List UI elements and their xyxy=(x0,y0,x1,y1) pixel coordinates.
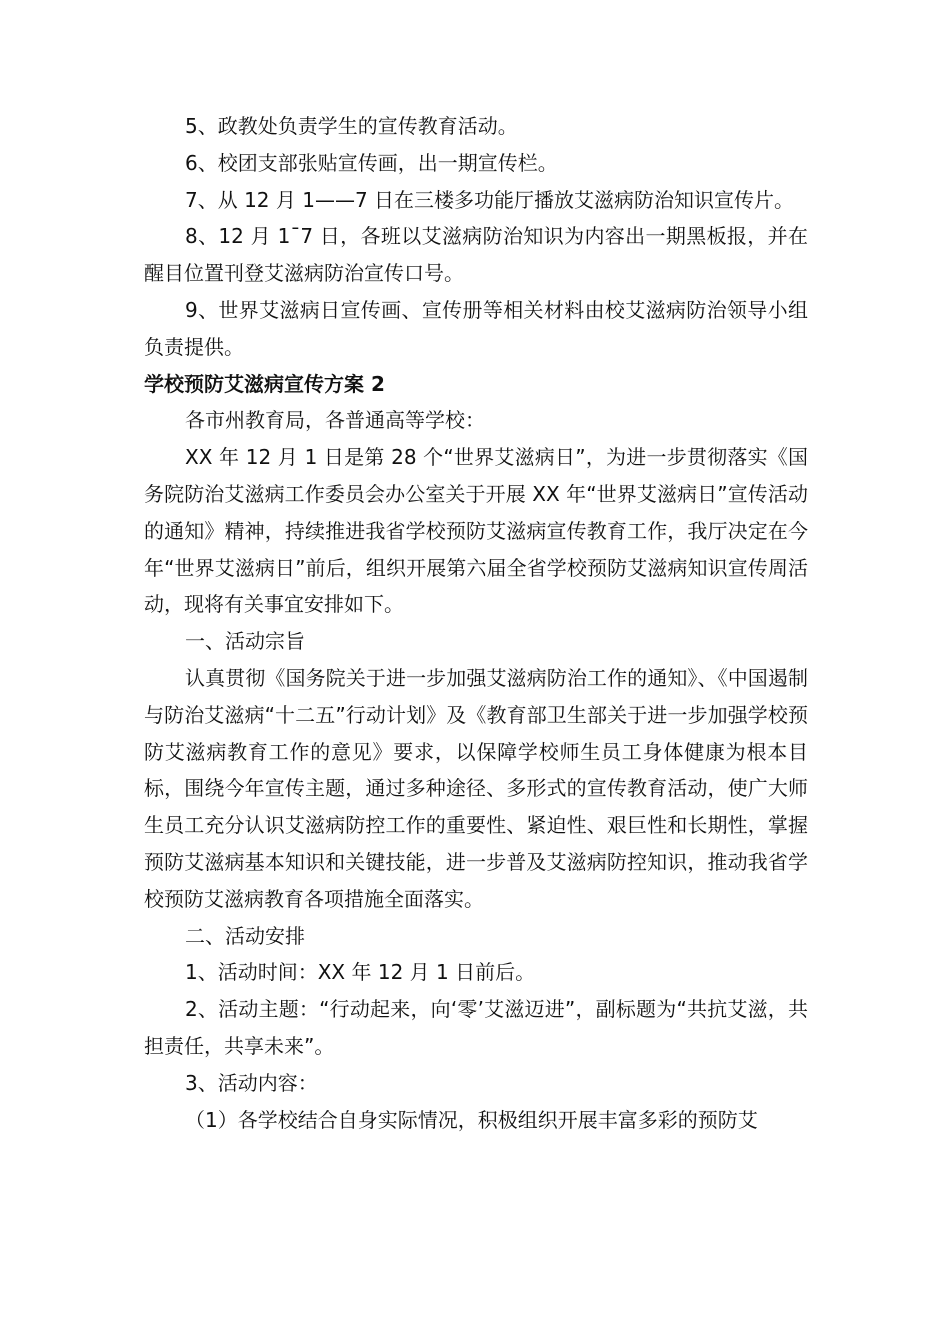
section-heading: 学校预防艾滋病宣传方案 2 xyxy=(144,371,385,396)
salutation: 各市州教育局，各普通高等学校： xyxy=(185,408,485,433)
paragraph-item-9: 9、世界艾滋病日宣传画、宣传册等相关材料由校艾滋病防治领导小组负责提供。 xyxy=(144,297,808,359)
document-body xyxy=(144,108,808,1138)
purpose-paragraph: 认真贯彻《国务院关于进一步加强艾滋病防治工作的通知》、《中国遏制与防治艾滋病“十二五”行动计划》及《教育部卫生部关于进一步加强学校预防艾滋病教育工作的意见》要求，以保障学校师生员工身体健康为根本目标，围绕今年宣传主题，通过多种途径、多形式的宣传教育活动，使广大师生员工充分认识艾滋病防控工作的重要性、紧迫性、艰巨性和长期性，掌握预防艾滋病基本知识和关键技能，进一步普及艾滋病防控知识，推动我省学校预防艾滋病教育各项措施全面落实。 xyxy=(144,665,808,911)
paragraph-item-8: 8、12 月 1¯7 日，各班以艾滋病防治知识为内容出一期黑板报，并在醒目位置刊登艾滋病防治宣传口号。 xyxy=(144,224,808,286)
intro-paragraph: XX 年 12 月 1 日是第 28 个“世界艾滋病日”，为进一步贯彻落实《国务院防治艾滋病工作委员会办公室关于开展 XX 年“世界艾滋病日”宣传活动的通知》精神，持续推进我省学校预防艾滋病宣传教育工作，我厅决定在今年“世界艾滋病日”前后，组织开展第六届全省学校预防艾滋病知识宣传周活动，现将有关事宜安排如下。 xyxy=(144,445,808,617)
arrangement-time: 1、活动时间：XX 年 12 月 1 日前后。 xyxy=(185,960,536,985)
subheading-arrangement: 二、活动安排 xyxy=(185,923,305,948)
arrangement-theme: 2、活动主题：“行动起来，向‘零’艾滋迈进”，副标题为“共抗艾滋，共担责任，共享未来”。 xyxy=(144,997,808,1058)
paragraph-item-6: 6、校团支部张贴宣传画，出一期宣传栏。 xyxy=(185,150,558,175)
paragraph-item-5: 5、政教处负责学生的宣传教育活动。 xyxy=(185,114,518,138)
paragraph-item-7: 7、从 12 月 1——7 日在三楼多功能厅播放艾滋病防治知识宣传片。 xyxy=(185,187,795,212)
subheading-purpose: 一、活动宗旨 xyxy=(185,629,305,654)
arrangement-content: 3、活动内容： xyxy=(185,1070,318,1095)
content-item-1: （1）各学校结合自身实际情况，积极组织开展丰富多彩的预防艾 xyxy=(185,1107,758,1132)
